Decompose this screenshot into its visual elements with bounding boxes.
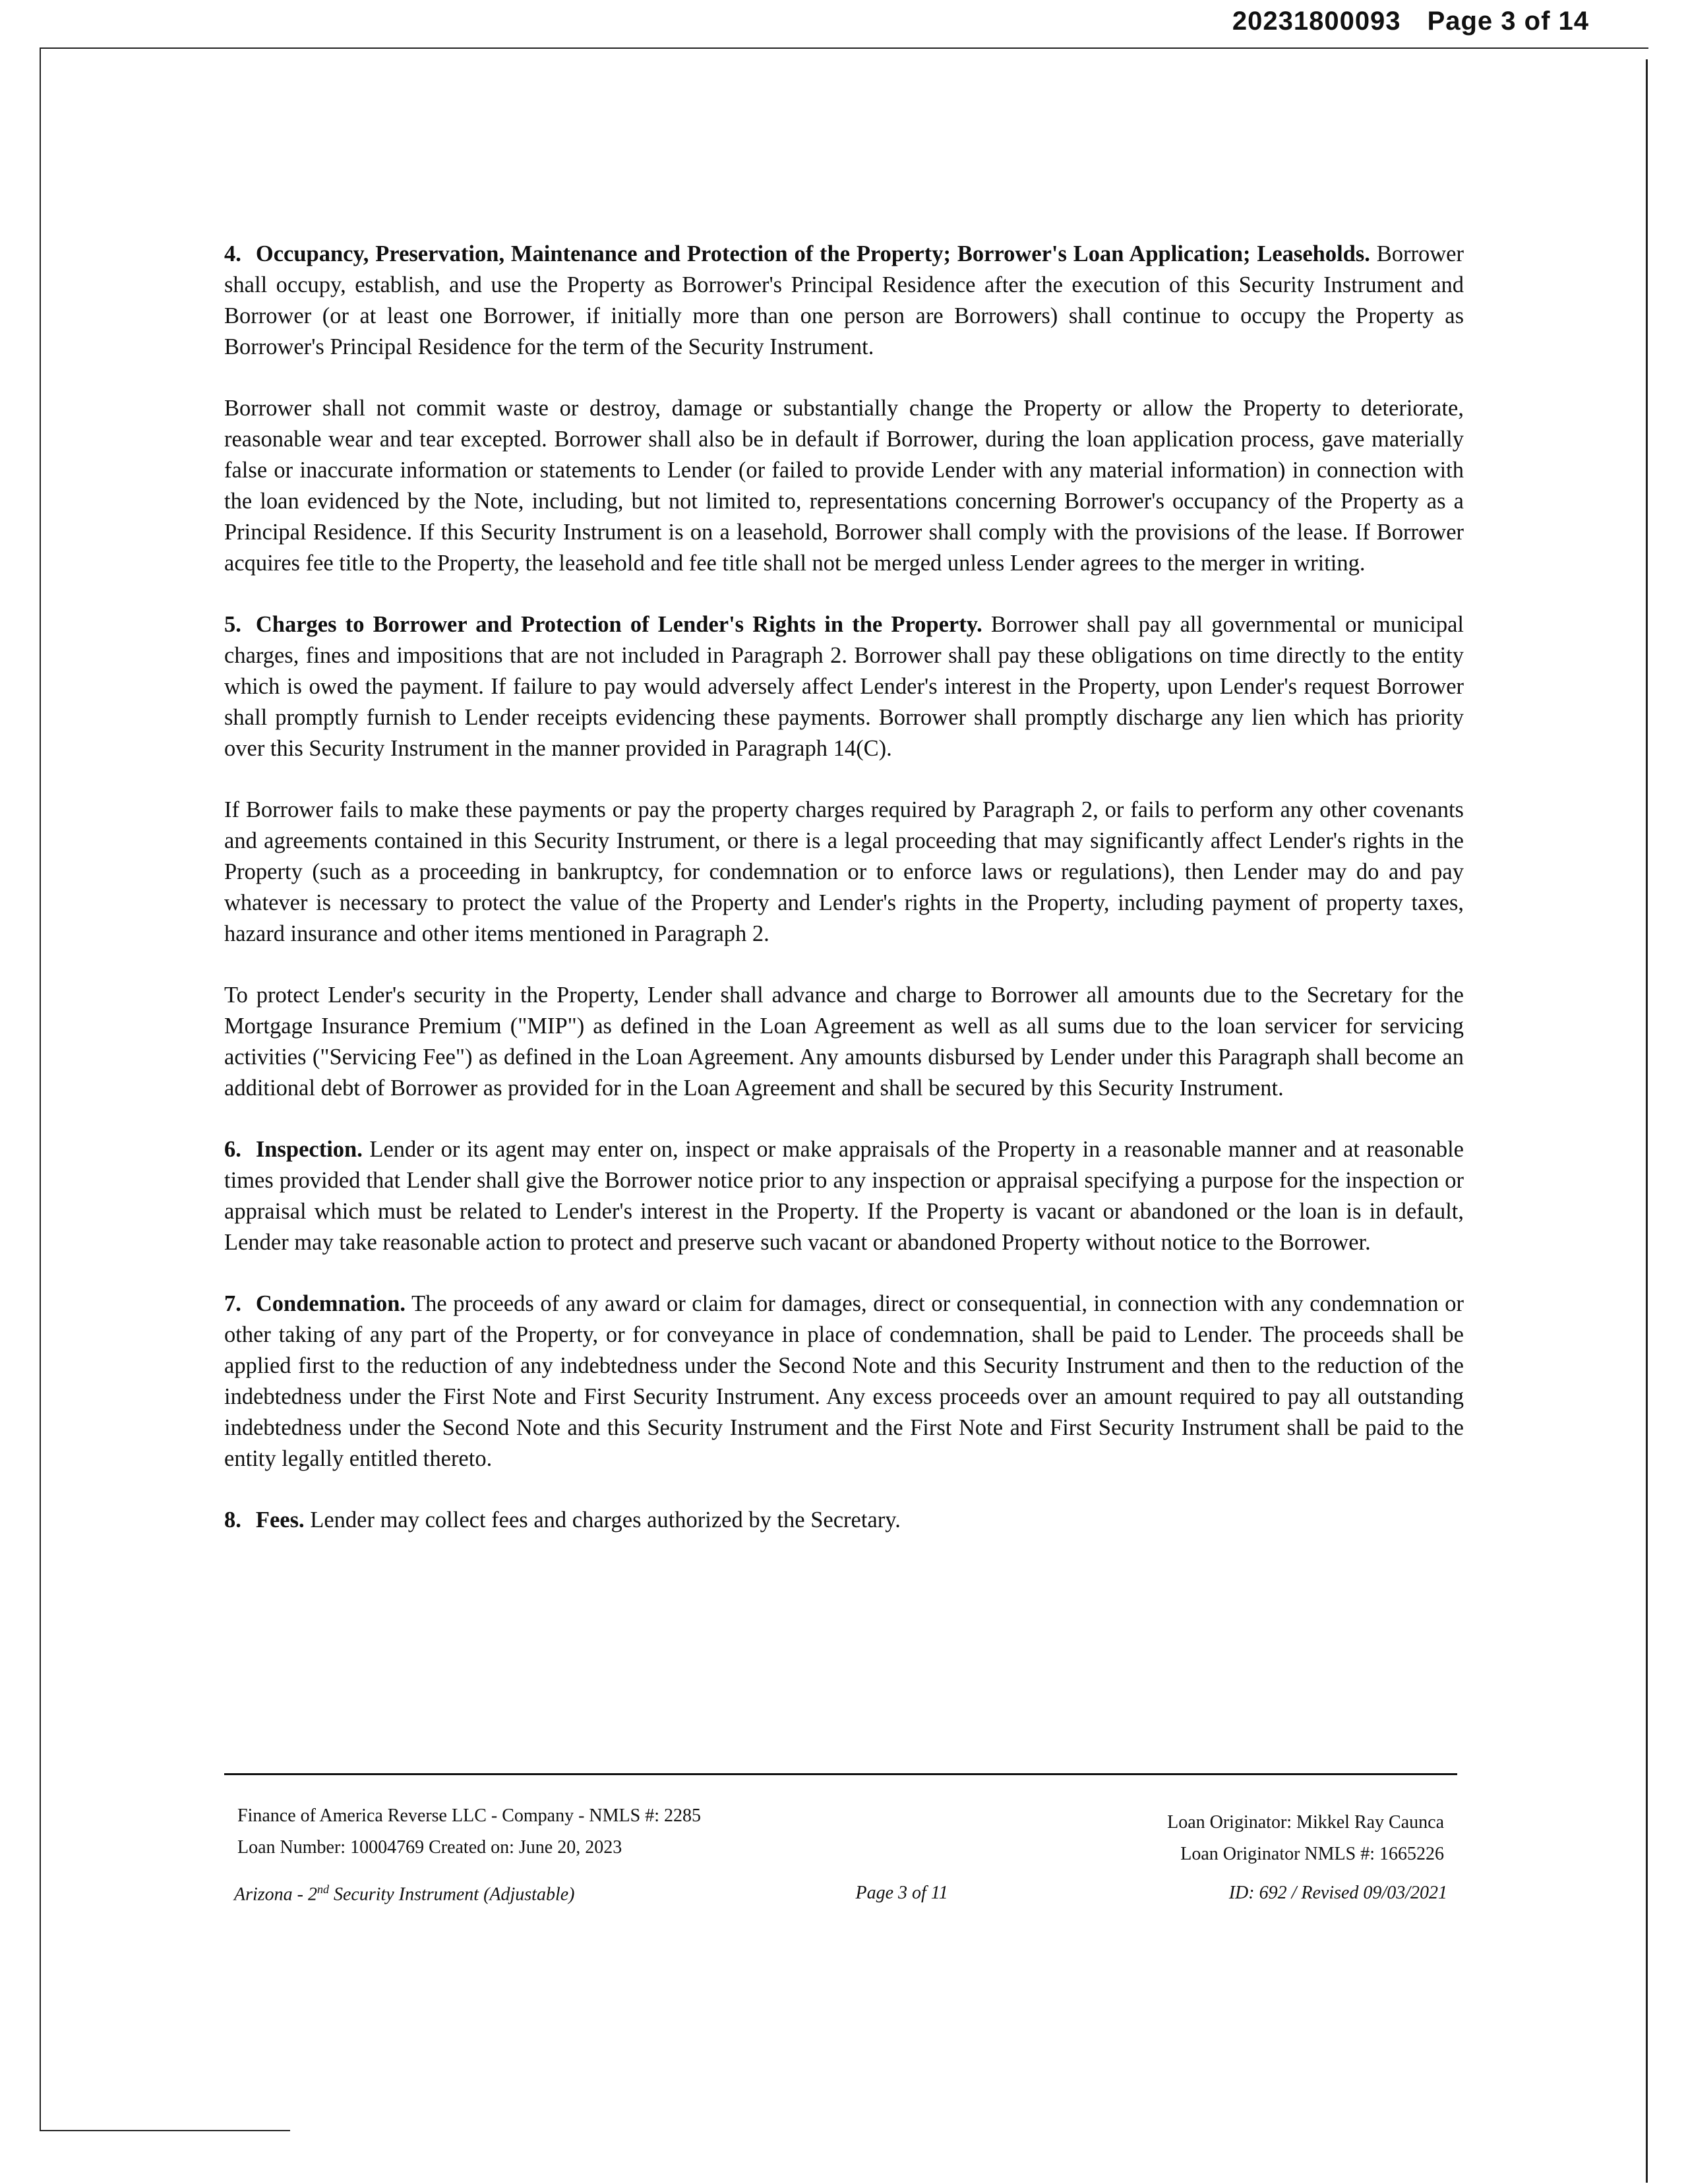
section-number: 6.: [224, 1137, 241, 1162]
section-heading: Occupancy, Preservation, Maintenance and Protection of the Property; Borrower's Loan Application; Leaseholds.: [255, 241, 1370, 266]
paragraph: [224, 1289, 1464, 1474]
paragraph: [224, 239, 1464, 363]
footer-lender-info: [237, 1800, 701, 1864]
footer-loan-number: Loan Number: 10004769 Created on: June 20, 2023: [237, 1837, 622, 1858]
section-text: To protect Lender's security in the Property, Lender shall advance and charge to Borrower all amounts due to the Secretary for the Mortgage Insurance Premium ("MIP") as defined in the Loan Agreement as well as all sums due to the loan servicer for servicing activities ("Servicing Fee") as defined in the Loan Agreement. Any amounts disbursed by Lender under this Paragraph shall become an additional debt of Borrower as provided for in the Loan Agreement and shall be secured by this Security Instrument.: [224, 983, 1464, 1101]
section-text: Borrower shall occupy, establish, and use the Property as Borrower's Principal Residence after the execution of this Security Instrument and Borrower (or at least one Borrower, if initially more than one person are Borrowers) shall continue to occupy the Property as Borrower's Principal Residence for the term of the Security Instrument.: [224, 241, 1464, 359]
document-body: [224, 239, 1464, 1566]
footer-form-id: ID: 692 / Revised 09/03/2021: [1228, 1883, 1447, 1903]
paragraph: [224, 980, 1464, 1104]
section-text: Borrower shall not commit waste or destroy, damage or substantially change the Property or allow the Property to deteriorate, reasonable wear and tear excepted. Borrower shall also be in default if Borrower, during the loan application process, gave materially false or inaccurate information or statements to Lender (or failed to provide Lender with any material information) in connection with the loan evidenced by the Note, including, but not limited to, representations concerning Borrower's occupancy of the Property as a Principal Residence. If this Security Instrument is on a leasehold, Borrower shall comply with the provisions of the lease. If Borrower acquires fee title to the Property, the leasehold and fee title shall not be merged unless Lender agrees to the merger in writing.: [224, 396, 1464, 576]
section-heading: Fees.: [255, 1507, 305, 1532]
section-number: 5.: [224, 612, 241, 637]
section-text: The proceeds of any award or claim for damages, direct or consequential, in connection with any condemnation or other taking of any part of the Property, or for conveyance in place of condemnation, shall be paid to Lender. The proceeds shall be applied first to the reduction of any indebtedness under the Second Note and this Security Instrument and then to the reduction of the indebtedness under the First Note and First Security Instrument. Any excess proceeds over an amount required to pay all outstanding indebtedness under the Second Note and this Security Instrument and the First Note and First Security Instrument shall be paid to the entity legally entitled thereto.: [224, 1291, 1464, 1471]
footer-originator-info: [1167, 1807, 1444, 1870]
section-heading: Charges to Borrower and Protection of Lender's Rights in the Property.: [255, 612, 982, 637]
section-number: 8.: [224, 1507, 241, 1532]
section-number: 4.: [224, 241, 241, 266]
document-number: 20231800093: [1232, 7, 1401, 36]
section-heading: Condemnation.: [255, 1291, 406, 1316]
section-number: 7.: [224, 1291, 241, 1316]
paragraph: [224, 1134, 1464, 1258]
scan-border-right: [1646, 59, 1648, 2183]
section-text: Lender may collect fees and charges authorized by the Secretary.: [304, 1507, 901, 1532]
document-stamp: [1232, 7, 1589, 36]
footer-originator: Loan Originator: Mikkel Ray Caunca: [1167, 1812, 1444, 1833]
footer-company: Finance of America Reverse LLC - Company - NMLS #: 2285: [237, 1805, 701, 1826]
paragraph: [224, 609, 1464, 764]
scan-border-left: [40, 47, 41, 2131]
paragraph: [224, 393, 1464, 579]
section-text: If Borrower fails to make these payments or pay the property charges required by Paragraph 2, or fails to perform any other covenants and agreements contained in this Security Instrument, or there is a legal proceeding that may significantly affect Lender's rights in the Property (such as a proceeding in bankruptcy, for condemnation or to enforce laws or regulations), then Lender may do and pay whatever is necessary to protect the value of the Property and Lender's rights in the Property, including payment of property taxes, hazard insurance and other items mentioned in Paragraph 2.: [224, 797, 1464, 946]
footer-form-title: Arizona - 2nd Security Instrument (Adjustable): [234, 1883, 575, 1905]
paragraph: [224, 795, 1464, 950]
section-heading: Inspection.: [255, 1137, 363, 1162]
footer-originator-nmls: Loan Originator NMLS #: 1665226: [1180, 1844, 1444, 1864]
section-text: Borrower shall pay all governmental or municipal charges, fines and impositions that are not included in Paragraph 2. Borrower shall pay these obligations on time directly to the entity which is owed the payment. If failure to pay would adversely affect Lender's interest in the Property, upon Lender's request Borrower shall promptly furnish to Lender receipts evidencing these payments. Borrower shall promptly discharge any lien which has priority over this Security Instrument in the manner provided in Paragraph 14(C).: [224, 612, 1464, 761]
footer-divider: [224, 1773, 1457, 1775]
page-counter: Page 3 of 14: [1427, 7, 1589, 36]
scan-border-bottom: [40, 2130, 290, 2131]
section-text: Lender or its agent may enter on, inspect or make appraisals of the Property in a reasonable manner and at reasonable times provided that Lender shall give the Borrower notice prior to any inspection or appraisal specifying a purpose for the inspection or appraisal which must be related to Lender's interest in the Property. If the Property is vacant or abandoned or the loan is in default, Lender may take reasonable action to protect and preserve such vacant or abandoned Property without notice to the Borrower.: [224, 1137, 1464, 1255]
scan-border-top: [40, 47, 1648, 49]
paragraph: [224, 1505, 1464, 1536]
footer-form-line: [234, 1883, 1447, 1905]
footer-page-of: Page 3 of 11: [855, 1883, 948, 1903]
